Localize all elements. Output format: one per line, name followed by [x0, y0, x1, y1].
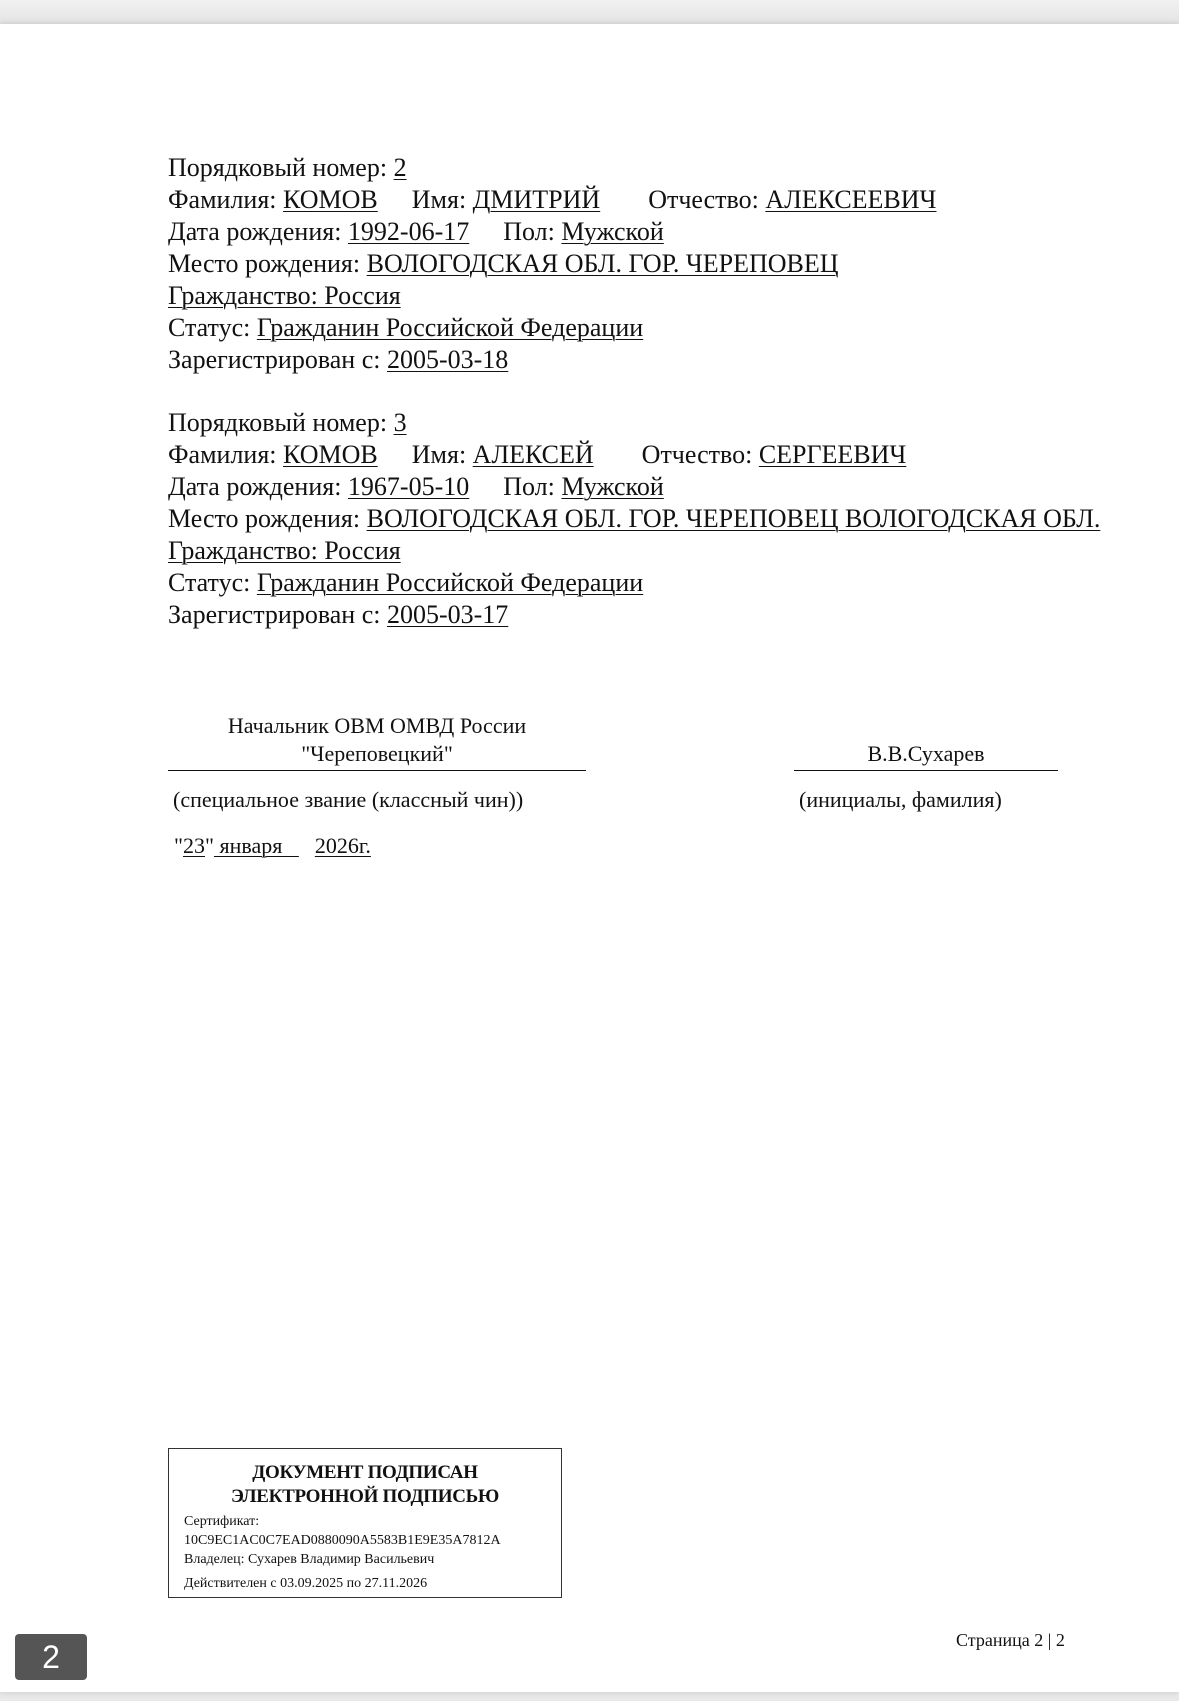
electronic-signature-stamp [168, 1448, 562, 1598]
signer-position [168, 712, 586, 768]
stamp-title-line2: ЭЛЕКТРОННОЙ ПОДПИСЬЮ [230, 1486, 500, 1507]
status-line [168, 312, 1118, 344]
sex-label: Пол: [503, 472, 562, 501]
status-value: Гражданин Российской Федерации [256, 313, 644, 342]
surname-label: Фамилия: [168, 440, 284, 469]
birth-value: 1992-06-17 [347, 217, 470, 246]
patronymic-label: Отчество: [641, 440, 759, 469]
date-day: 23 [182, 833, 205, 858]
registered-value: 2005-03-17 [386, 600, 509, 629]
stamp-validity: Действителен с 03.09.2025 по 27.11.2026 [184, 1576, 428, 1591]
sex-value: Мужской [561, 217, 664, 246]
date-year: 2026г. [314, 833, 371, 858]
name-value: АЛЕКСЕЙ [472, 440, 594, 469]
birth-label: Дата рождения: [168, 472, 348, 501]
position-signature-rule [168, 770, 586, 771]
registered-line [168, 344, 1118, 376]
stamp-cert-label: Сертификат: [184, 1514, 260, 1529]
order-value: 2 [393, 153, 407, 182]
date-quote-open: " [174, 833, 183, 858]
citizenship-line [168, 280, 1118, 312]
name-value: ДМИТРИЙ [472, 185, 601, 214]
citizenship-value: Гражданство: Россия [168, 536, 401, 565]
birth-line [168, 471, 1118, 503]
birthplace-label: Место рождения: [168, 504, 367, 533]
stamp-title-line1: ДОКУМЕНТ ПОДПИСАН [252, 1462, 478, 1483]
name-signature-rule [794, 770, 1058, 771]
signature-date [174, 832, 371, 860]
citizenship-value: Гражданство: Россия [168, 281, 401, 310]
sex-value: Мужской [561, 472, 664, 501]
patronymic-label: Отчество: [648, 185, 766, 214]
surname-value: КОМОВ [283, 440, 378, 469]
stamp-owner: Владелец: Сухарев Владимир Васильевич [184, 1552, 435, 1567]
birthplace-line [168, 248, 1118, 280]
page-number-footer: Страница 2 | 2 [956, 1630, 1065, 1650]
birthplace-value: ВОЛОГОДСКАЯ ОБЛ. ГОР. ЧЕРЕПОВЕЦ [366, 249, 839, 278]
signer-position-line1: Начальник ОВМ ОМВД России [227, 713, 527, 738]
birthplace-value: ВОЛОГОДСКАЯ ОБЛ. ГОР. ЧЕРЕПОВЕЦ ВОЛОГОДСКАЯ ОБЛ. [366, 504, 1101, 533]
signer-name: В.В.Сухарев [867, 741, 985, 766]
stamp-title [169, 1461, 561, 1509]
name-label: Имя: [411, 185, 473, 214]
surname-label: Фамилия: [168, 185, 284, 214]
registered-value: 2005-03-18 [386, 345, 509, 374]
birth-label: Дата рождения: [168, 217, 348, 246]
fio-line [168, 439, 1118, 471]
citizenship-line [168, 535, 1118, 567]
order-line [168, 407, 1118, 439]
registered-label: Зарегистрирован с: [168, 600, 387, 629]
fio-line [168, 184, 1118, 216]
order-label: Порядковый номер: [168, 153, 394, 182]
birthplace-line [168, 503, 1118, 535]
order-line [168, 152, 1118, 184]
status-line [168, 567, 1118, 599]
registered-label: Зарегистрирован с: [168, 345, 387, 374]
status-label: Статус: [168, 568, 257, 597]
status-label: Статус: [168, 313, 257, 342]
stamp-cert-number: 10C9EC1AC0C7EAD0880090A5583B1E9E35A7812A [184, 1533, 501, 1548]
patronymic-value: СЕРГЕЕВИЧ [758, 440, 907, 469]
person-record-1 [168, 152, 1118, 376]
birth-value: 1967-05-10 [347, 472, 470, 501]
order-label: Порядковый номер: [168, 408, 394, 437]
rank-caption: (специальное звание (классный чин)) [173, 787, 524, 812]
signer-position-line2: "Череповецкий" [301, 741, 453, 766]
date-quote-close: " [204, 833, 214, 858]
name-caption: (инициалы, фамилия) [799, 787, 1002, 812]
order-value: 3 [393, 408, 407, 437]
page-indicator-badge[interactable]: 2 [15, 1634, 87, 1680]
name-label: Имя: [411, 440, 473, 469]
sex-label: Пол: [503, 217, 562, 246]
date-month: января [213, 833, 299, 858]
patronymic-value: АЛЕКСЕЕВИЧ [765, 185, 937, 214]
viewer-top-bar [0, 0, 1179, 24]
surname-value: КОМОВ [283, 185, 378, 214]
person-record-2 [168, 407, 1118, 631]
status-value: Гражданин Российской Федерации [256, 568, 644, 597]
birthplace-label: Место рождения: [168, 249, 367, 278]
birth-line [168, 216, 1118, 248]
document-page [0, 24, 1179, 1692]
registered-line [168, 599, 1118, 631]
